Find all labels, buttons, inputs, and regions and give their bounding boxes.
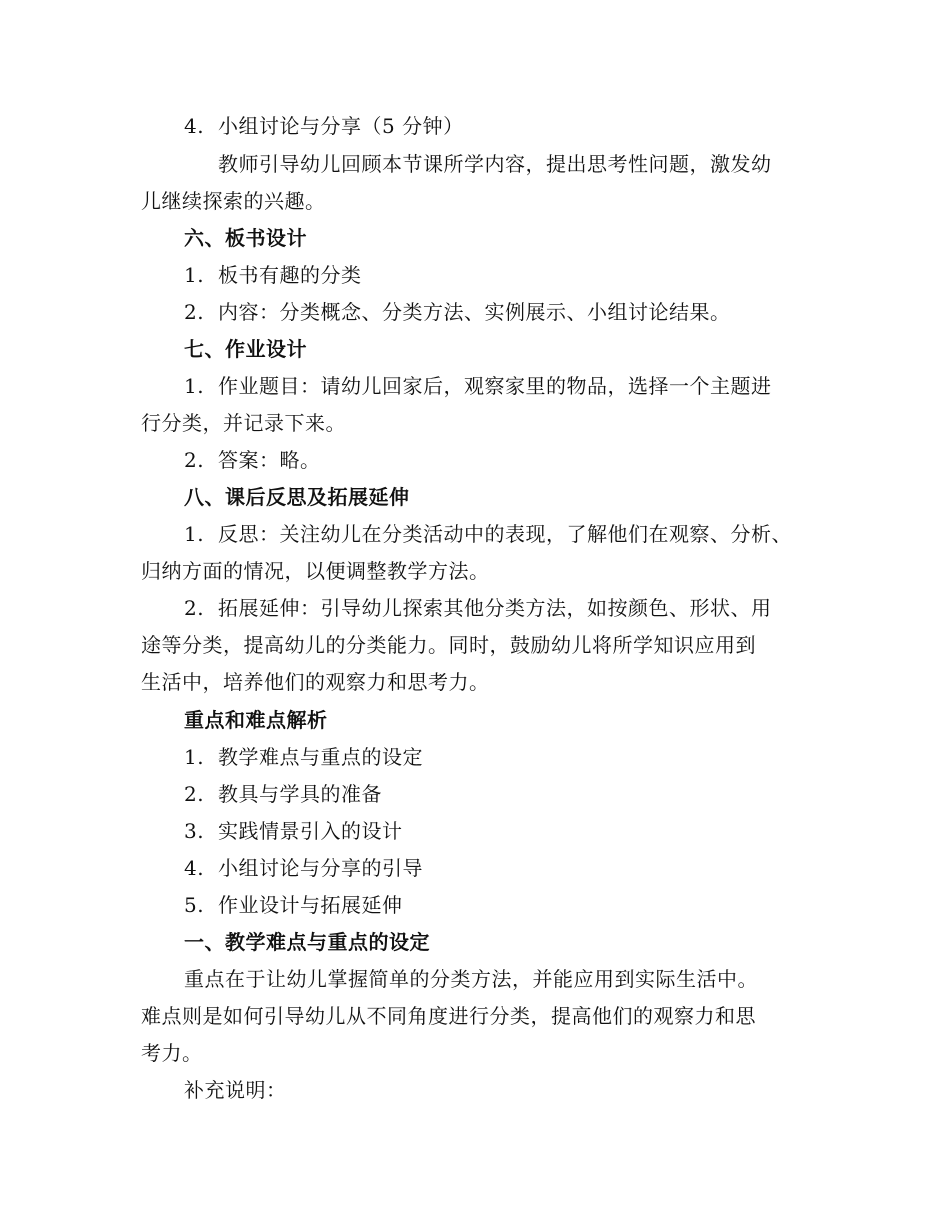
- list-text: 作业设计与拓展延伸: [218, 893, 403, 917]
- list-text: 教学难点与重点的设定: [218, 745, 423, 769]
- list-item: [184, 594, 772, 622]
- paragraph-line: 儿继续探索的兴趣。: [141, 189, 326, 213]
- paragraph-line: 考力。: [141, 1041, 203, 1065]
- list-item: [184, 854, 423, 882]
- paragraph-line: 补充说明：: [184, 1078, 287, 1102]
- section-heading: 八、课后反思及拓展延伸: [184, 485, 410, 509]
- list-item: [184, 298, 731, 326]
- list-number: 1.: [184, 263, 205, 287]
- paragraph-line: 难点则是如何引导幼儿从不同角度进行分类，提高他们的观察力和思: [141, 1004, 756, 1028]
- list-item: [184, 112, 464, 140]
- list-item: [184, 446, 321, 474]
- paragraph-line: 重点在于让幼儿掌握简单的分类方法，并能应用到实际生活中。: [184, 967, 758, 991]
- list-text: 答案：略。: [218, 448, 321, 472]
- list-number: 1.: [184, 522, 205, 546]
- paragraph-line: 途等分类，提高幼儿的分类能力。同时，鼓励幼儿将所学知识应用到: [141, 633, 756, 657]
- list-text: 板书有趣的分类: [218, 263, 362, 287]
- section-heading: 六、板书设计: [184, 226, 307, 250]
- paragraph-line: 教师引导幼儿回顾本节课所学内容，提出思考性问题，激发幼: [218, 152, 772, 176]
- list-number: 1.: [184, 374, 205, 398]
- list-item: [184, 261, 362, 289]
- list-text: 实践情景引入的设计: [218, 819, 403, 843]
- list-item: [184, 743, 423, 771]
- list-item: [184, 520, 792, 548]
- section-heading: 七、作业设计: [184, 337, 307, 361]
- list-number: 2.: [184, 596, 205, 620]
- list-text: 内容：分类概念、分类方法、实例展示、小组讨论结果。: [218, 300, 731, 324]
- list-number: 2.: [184, 448, 205, 472]
- section-heading: 一、教学难点与重点的设定: [184, 930, 430, 954]
- paragraph-line: 归纳方面的情况，以便调整教学方法。: [141, 559, 490, 583]
- section-heading: 重点和难点解析: [184, 708, 328, 732]
- list-item: [184, 780, 382, 808]
- list-number: 4.: [184, 114, 205, 138]
- list-text: 反思：关注幼儿在分类活动中的表现，了解他们在观察、分析、: [218, 522, 792, 546]
- list-text: 小组讨论与分享的引导: [218, 856, 423, 880]
- list-item: [184, 891, 403, 919]
- list-number: 1.: [184, 745, 205, 769]
- list-text: 教具与学具的准备: [218, 782, 382, 806]
- list-number: 2.: [184, 782, 205, 806]
- list-text: 小组讨论与分享（5 分钟）: [218, 114, 464, 138]
- list-number: 3.: [184, 819, 205, 843]
- list-number: 2.: [184, 300, 205, 324]
- list-number: 4.: [184, 856, 205, 880]
- paragraph-line: 行分类，并记录下来。: [141, 411, 346, 435]
- list-number: 5.: [184, 893, 205, 917]
- list-item: [184, 817, 403, 845]
- list-text: 拓展延伸：引导幼儿探索其他分类方法，如按颜色、形状、用: [218, 596, 772, 620]
- list-item: [184, 372, 772, 400]
- paragraph-line: 生活中，培养他们的观察力和思考力。: [141, 670, 490, 694]
- list-text: 作业题目：请幼儿回家后，观察家里的物品，选择一个主题进: [218, 374, 772, 398]
